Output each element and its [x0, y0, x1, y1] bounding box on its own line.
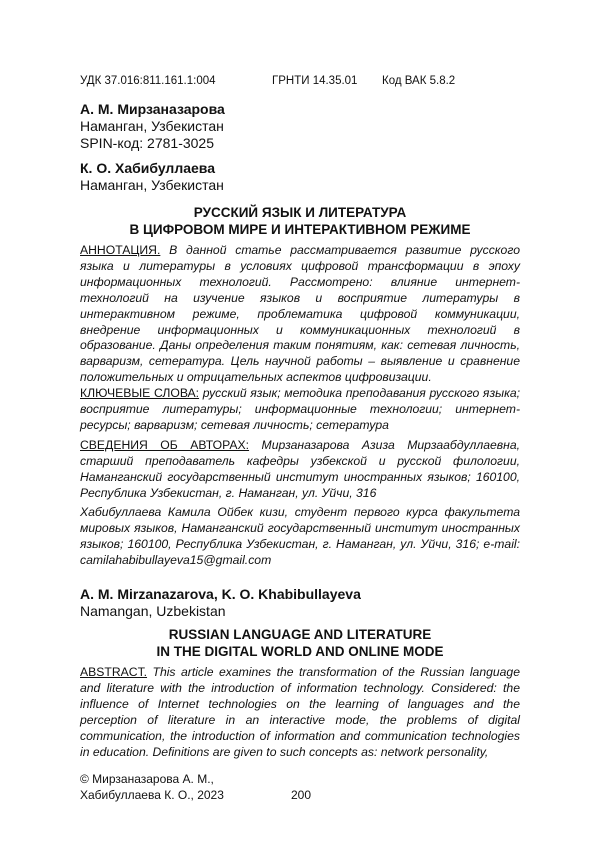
author-city: Наманган, Узбекистан: [80, 118, 224, 134]
title-line: RUSSIAN LANGUAGE AND LITERATURE: [168, 627, 432, 642]
copyright-line: Хабибуллаева К. О., 2023: [80, 787, 224, 802]
keywords-text: русский язык; методика преподавания русского языка; восприятие литературы; информационные технологии; интернет-ресурсы; варваризм; сетевая личность; сетература: [80, 386, 520, 432]
copyright-line: © Мирзаназарова А. М.,: [80, 772, 214, 786]
abstract-text: This article examines the transformation of the Russian language and literature with the introduction of information technology. Considered: the influence of Internet technologies on the learning of languages and the perception of literature in an interactive mode, the problems of digital communication, the introduction of information and communication technologies in education. Definitions are given to such concepts as: network personality,: [80, 665, 520, 759]
udk-code: УДК 37.016:811.161.1:004: [80, 75, 216, 87]
annotation: [80, 243, 520, 386]
author-name: К. О. Хабибуллаева: [80, 160, 216, 176]
annotation-text: В данной статье рассматривается развитие русского языка и литературы в условиях цифровой трансформации в эпоху информационных технологий. Рассмотрено: влияние интернет-технологий на изучение языков и восприятие литературы в интерактивном режиме, проблематика цифровой коммуникации, внедрение информационных и коммуникационных технологий в образование. Даны определения таким понятиям, как: сетевая личность, варваризм, сетература. Цель научной работы – выявление и сравнение положительных и отрицательных аспектов цифровизации.: [80, 243, 520, 385]
abstract-label: ABSTRACT.: [80, 665, 148, 679]
keywords-label: КЛЮЧЕВЫЕ СЛОВА:: [80, 386, 200, 400]
article-title-ru: [80, 204, 520, 238]
author-info-text: Мирзаназарова Азиза Мирзаабдуллаевна, старший преподаватель кафедры узбекской и русской филологии, Наманганский государственный институт иностранных языков; 160100, Республика Узбекистан, г. Наманган, ул. Уйчи, 316: [80, 438, 520, 500]
copyright: [80, 772, 224, 803]
abstract: [80, 665, 520, 760]
author-info-label: СВЕДЕНИЯ ОБ АВТОРАХ:: [80, 438, 250, 452]
author-info-2: Хабибуллаева Камила Ойбек кизи, студент первого курса факультета мировых языков, Наманганский государственный институт иностранных языков; 160100, Республика Узбекистан, г. Наманган, ул. Уйчи, 316; e-mail: camilahabibullayeva15@gmail.com: [80, 505, 520, 567]
title-line: В ЦИФРОВОМ МИРЕ И ИНТЕРАКТИВНОМ РЕЖИМЕ: [129, 222, 471, 237]
grnti-code: ГРНТИ 14.35.01: [272, 75, 358, 87]
keywords: [80, 386, 520, 434]
author-info: [80, 438, 520, 502]
author-ru-1: [80, 101, 225, 152]
authors-en: [80, 586, 361, 620]
author-names-en: A. M. Mirzanazarova, K. O. Khabibullayeva: [80, 586, 361, 602]
page-number: 200: [291, 788, 312, 802]
annotation-label: АННОТАЦИЯ.: [80, 243, 161, 257]
author-city-en: Namangan, Uzbekistan: [80, 603, 226, 619]
title-line: РУССКИЙ ЯЗЫК И ЛИТЕРАТУРА: [193, 205, 407, 220]
author-ru-2: [80, 160, 224, 194]
author-spin: SPIN-код: 2781-3025: [80, 135, 214, 151]
author-name: А. М. Мирзаназарова: [80, 101, 225, 117]
article-title-en: [80, 626, 520, 660]
title-line: IN THE DIGITAL WORLD AND ONLINE MODE: [156, 644, 444, 659]
vak-code: Код ВАК 5.8.2: [382, 75, 456, 87]
author-city: Наманган, Узбекистан: [80, 177, 224, 193]
